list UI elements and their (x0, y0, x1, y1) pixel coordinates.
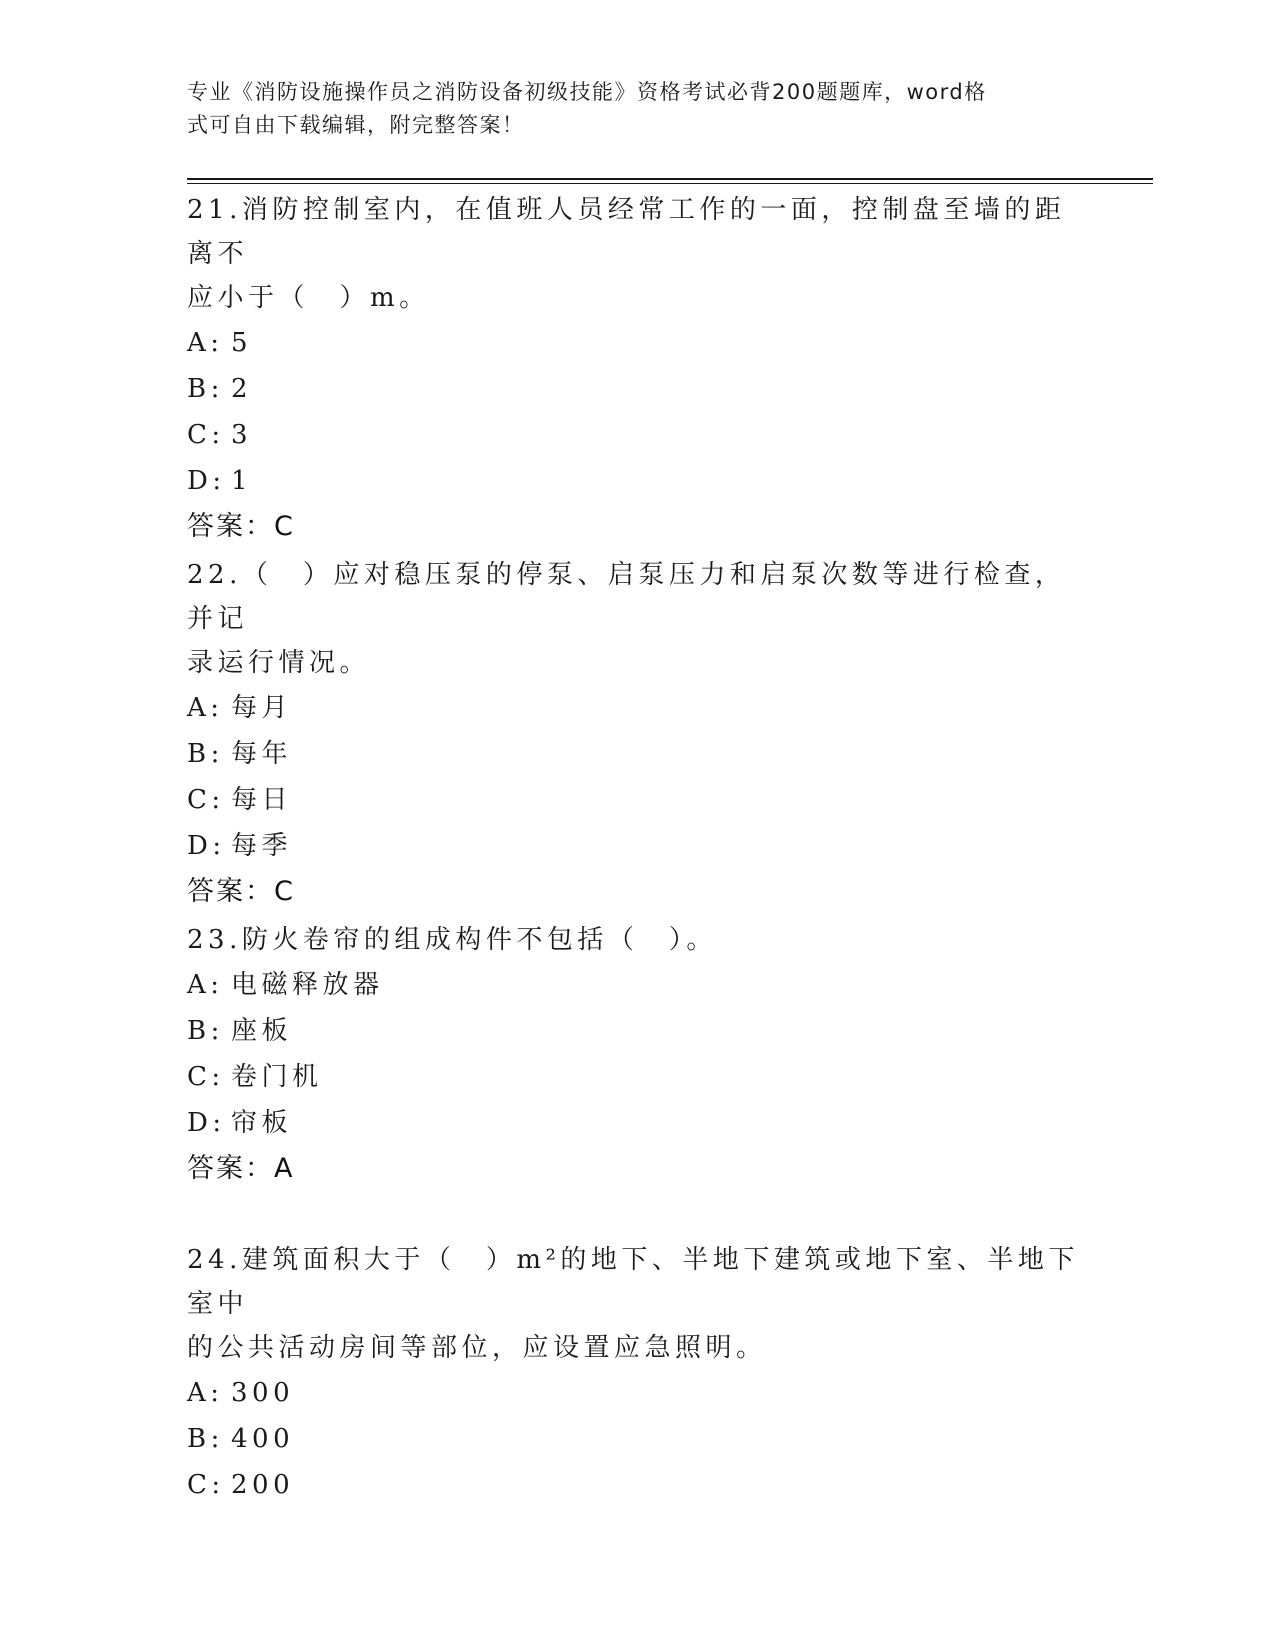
option-letter: C: (187, 420, 225, 450)
option-b (187, 366, 1087, 412)
question-stem-line: 21.消防控制室内，在值班人员经常工作的一面，控制盘至墙的距离不 (187, 195, 1066, 269)
question-22 (187, 553, 1087, 915)
answer-line: 答案：C (187, 511, 295, 542)
option-b (187, 1416, 1087, 1462)
option-letter: C: (187, 1470, 225, 1500)
option-c (187, 1054, 1087, 1100)
header-line-2: 式可自由下载编辑，附完整答案！ (187, 113, 525, 137)
option-letter: C: (187, 785, 225, 815)
option-letter: B: (187, 374, 224, 404)
option-letter: B: (187, 739, 224, 769)
document-header (187, 76, 1067, 142)
header-divider-thin (187, 183, 1153, 184)
answer-line: 答案：C (187, 876, 295, 907)
option-a (187, 685, 1087, 731)
option-b (187, 731, 1087, 777)
option-text: 1 (231, 466, 253, 496)
question-stem-line: 24.建筑面积大于（ ）m²的地下、半地下建筑或地下室、半地下室中 (187, 1245, 1079, 1319)
option-c (187, 412, 1087, 458)
option-c (187, 777, 1087, 823)
option-text: 3 (231, 420, 253, 450)
option-letter: A: (187, 1378, 224, 1408)
option-letter: B: (187, 1016, 224, 1046)
option-letter: D: (187, 466, 226, 496)
header-divider-thick (187, 178, 1153, 180)
option-text: 5 (231, 328, 253, 358)
question-stem-line: 23.防火卷帘的组成构件不包括（ ）。 (187, 925, 717, 955)
option-a (187, 962, 1087, 1008)
question-23 (187, 918, 1087, 1192)
question-stem-line: 的公共活动房间等部位，应设置应急照明。 (187, 1333, 767, 1363)
option-text: 帘板 (231, 1108, 293, 1138)
option-letter: A: (187, 693, 224, 723)
option-text: 每月 (231, 693, 293, 723)
option-letter: D: (187, 1108, 226, 1138)
header-line-1: 专业《消防设施操作员之消防设备初级技能》资格考试必背200题题库，word格 (187, 80, 987, 104)
answer-line: 答案：A (187, 1153, 295, 1184)
option-letter: A: (187, 970, 224, 1000)
option-text: 每日 (231, 785, 293, 815)
question-stem-line: 应小于（ ）m。 (187, 283, 430, 313)
option-text: 300 (231, 1378, 295, 1408)
option-a (187, 320, 1087, 366)
question-stem-line: 录运行情况。 (187, 648, 371, 678)
question-stem-line: 22.（ ）应对稳压泵的停泵、启泵压力和启泵次数等进行检查，并记 (187, 560, 1066, 634)
option-text: 2 (231, 374, 253, 404)
option-text: 每季 (231, 831, 293, 861)
option-b (187, 1008, 1087, 1054)
option-c (187, 1462, 1087, 1508)
option-d (187, 823, 1087, 869)
question-21 (187, 188, 1087, 550)
option-text: 每年 (231, 739, 293, 769)
option-text: 卷门机 (231, 1062, 323, 1092)
option-d (187, 458, 1087, 504)
option-a (187, 1370, 1087, 1416)
option-text: 400 (231, 1424, 295, 1454)
option-letter: A: (187, 328, 224, 358)
option-letter: B: (187, 1424, 224, 1454)
option-letter: D: (187, 831, 226, 861)
option-text: 200 (231, 1470, 295, 1500)
option-d (187, 1100, 1087, 1146)
option-letter: C: (187, 1062, 225, 1092)
option-text: 座板 (231, 1016, 293, 1046)
question-24 (187, 1238, 1087, 1508)
option-text: 电磁释放器 (231, 970, 384, 1000)
